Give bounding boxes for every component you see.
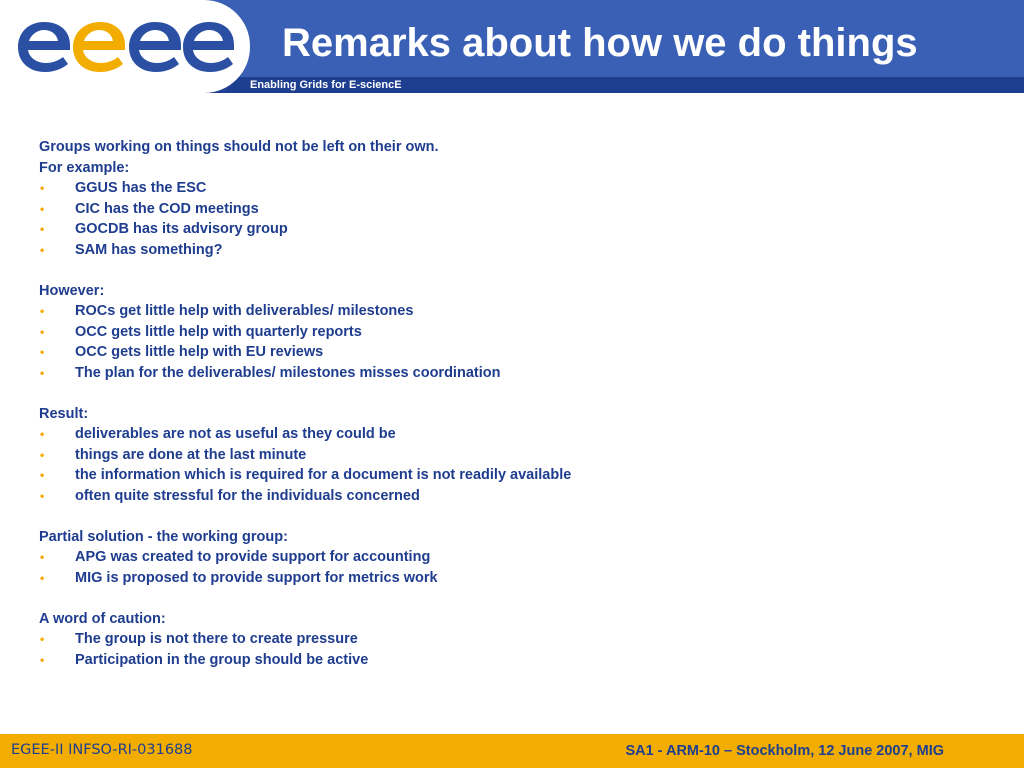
bullet-list — [39, 629, 989, 670]
bullet-icon: • — [40, 222, 45, 236]
list-item-text: Participation in the group should be active — [75, 651, 369, 668]
section-for-example — [39, 158, 989, 261]
list-item — [39, 629, 989, 650]
list-item — [39, 650, 989, 671]
bullet-list — [39, 424, 989, 506]
section-heading: Result: — [39, 405, 89, 422]
list-item-text: The group is not there to create pressure — [75, 631, 358, 647]
list-item — [39, 342, 989, 363]
egee-logo — [14, 14, 234, 78]
list-item-text: ROCs get little help with deliverables/ milestones — [75, 303, 414, 319]
list-item — [39, 199, 989, 220]
bullet-icon: • — [40, 468, 45, 482]
list-item-text: The plan for the deliverables/ milestones misses coordination — [75, 364, 501, 381]
bullet-list — [39, 178, 989, 260]
section-word-of-caution — [39, 609, 989, 671]
list-item — [39, 240, 989, 261]
list-item-text: OCC gets little help with EU reviews — [75, 344, 324, 360]
list-item-text: OCC gets little help with quarterly reports — [75, 323, 362, 340]
list-item-text: deliverables are not as useful as they could be — [75, 426, 396, 442]
list-item — [39, 301, 989, 322]
section-partial-solution — [39, 527, 989, 589]
list-item — [39, 568, 989, 589]
list-item — [39, 486, 989, 507]
list-item-text: GOCDB has its advisory group — [75, 221, 288, 237]
list-item-text: things are done at the last minute — [75, 446, 307, 463]
bullet-icon: • — [40, 550, 45, 564]
bullet-list — [39, 301, 989, 383]
footer-project-id: EGEE-II INFSO-RI-031688 — [11, 742, 193, 758]
section-heading: Partial solution - the working group: — [39, 528, 288, 545]
list-item-text: SAM has something? — [75, 241, 223, 258]
list-item — [39, 363, 989, 384]
bullet-icon: • — [40, 181, 45, 195]
list-item — [39, 219, 989, 240]
list-item-text: often quite stressful for the individuals concerned — [75, 487, 420, 504]
list-item — [39, 445, 989, 466]
bullet-icon: • — [40, 201, 45, 216]
list-item — [39, 465, 989, 486]
list-item-text: MIG is proposed to provide support for metrics work — [75, 569, 438, 586]
bullet-icon: • — [40, 570, 45, 585]
bullet-icon: • — [40, 324, 45, 339]
section-heading: For example: — [39, 159, 130, 176]
list-item — [39, 178, 989, 199]
section-heading: However: — [39, 282, 105, 299]
slide-title: Remarks about how we do things — [282, 21, 918, 65]
bullet-icon: • — [40, 447, 45, 462]
list-item-text: CIC has the COD meetings — [75, 200, 259, 217]
list-item-text: APG was created to provide support for accounting — [75, 549, 431, 565]
bullet-icon: • — [40, 488, 45, 503]
bullet-icon: • — [40, 242, 45, 257]
footer-bar — [0, 734, 1024, 768]
section-however — [39, 281, 989, 384]
bullet-icon: • — [40, 632, 45, 646]
list-item — [39, 424, 989, 445]
bullet-icon: • — [40, 427, 45, 441]
bullet-icon: • — [40, 304, 45, 318]
section-result — [39, 404, 989, 507]
list-item-text: GGUS has the ESC — [75, 180, 207, 196]
bullet-icon: • — [40, 345, 45, 359]
logo-area — [0, 0, 250, 93]
list-item-text: the information which is required for a document is not readily available — [75, 467, 572, 483]
list-item — [39, 322, 989, 343]
slide-body — [39, 137, 989, 691]
footer-event-info: SA1 - ARM-10 – Stockholm, 12 June 2007, MIG — [625, 743, 944, 759]
list-item — [39, 547, 989, 568]
bullet-list — [39, 547, 989, 588]
section-heading: A word of caution: — [39, 610, 166, 627]
tagline: Enabling Grids for E-sciencE — [250, 79, 402, 91]
bullet-icon: • — [40, 365, 45, 380]
intro-text: Groups working on things should not be left on their own. — [39, 139, 439, 155]
bullet-icon: • — [40, 652, 45, 667]
